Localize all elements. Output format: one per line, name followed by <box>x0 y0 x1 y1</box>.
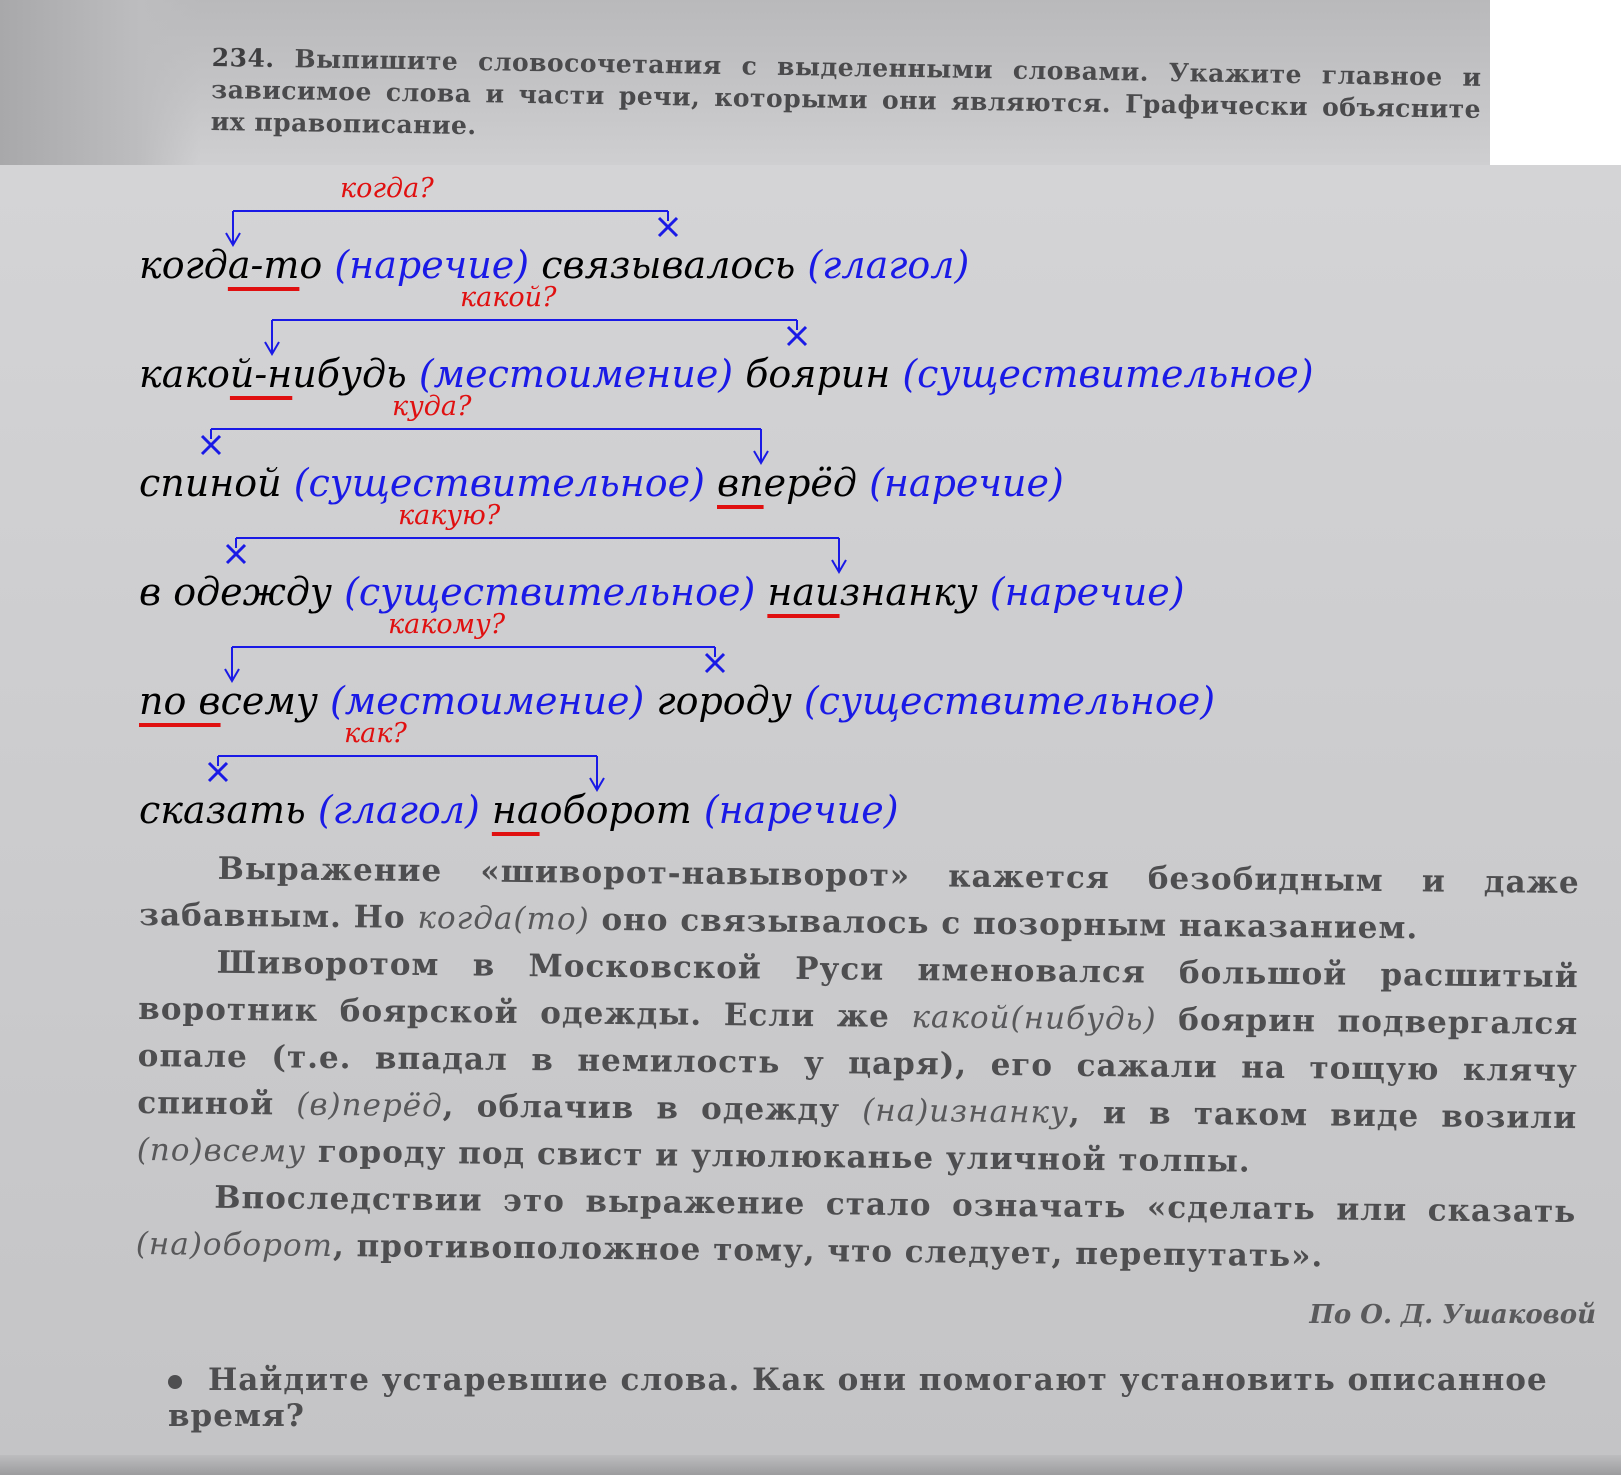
paragraph-3 <box>136 1174 1577 1283</box>
highlighted-word: какой(нибудь) <box>911 999 1157 1038</box>
word: знанку <box>839 570 990 614</box>
question-label: какому? <box>388 609 506 640</box>
paragraph-1 <box>139 845 1580 954</box>
part-of-speech: (существительное) <box>293 461 717 505</box>
text-fragment: , противоположное тому, что следует, перепутать». <box>332 1228 1324 1275</box>
text-fragment: оно связывалось с позорным наказанием. <box>589 901 1419 947</box>
text-fragment: городу под свист и улюлюканье уличной толпы. <box>305 1133 1251 1180</box>
dependency-arc <box>209 756 604 790</box>
word: в одежду <box>139 570 345 614</box>
word: связывалось <box>541 243 808 287</box>
word: спиной <box>139 461 294 505</box>
dependency-arc <box>227 538 846 572</box>
orthogram-underline: на <box>491 788 540 832</box>
dependency-arc <box>265 320 806 354</box>
paragraph-2 <box>137 939 1579 1189</box>
author-credit: По О. Д. Ушаковой <box>1309 1300 1596 1330</box>
part-of-speech: (наречие) <box>989 570 1185 614</box>
highlighted-word: (в)перёд <box>296 1086 443 1125</box>
part-of-speech: (местоимение) <box>406 352 746 396</box>
question-label: какой? <box>460 282 557 313</box>
word: ибудь <box>292 352 407 396</box>
text-fragment: , и в таком виде возили <box>1068 1094 1578 1137</box>
phrase-line <box>139 570 1185 614</box>
question-label: когда? <box>340 173 434 204</box>
highlighted-word: (на)оборот <box>135 1225 334 1265</box>
orthogram-underline: а-т <box>227 243 300 287</box>
main-text <box>136 845 1580 1283</box>
orthogram-underline: по в <box>139 679 221 723</box>
part-of-speech: (существительное) <box>902 352 1314 396</box>
question-label: как? <box>344 718 407 749</box>
dependency-arc <box>202 429 768 463</box>
part-of-speech: (глагол) <box>317 788 492 832</box>
phrase-line <box>139 461 1064 505</box>
text-fragment: Выражение «шиворот-навыворот» кажется безобидным и даже забавным. Но <box>139 850 1580 936</box>
exercise-number: 234. <box>211 42 275 73</box>
word: когд <box>139 243 228 287</box>
question-text: Найдите устаревшие слова. Как они помогают установить описанное время? <box>168 1362 1548 1434</box>
question-label: какую? <box>398 500 501 531</box>
phrase-line <box>139 679 1215 723</box>
word: оборот <box>539 788 704 832</box>
part-of-speech: (существительное) <box>803 679 1216 723</box>
review-question <box>168 1362 1608 1434</box>
text-fragment: Шиворотом в Московской Руси именовался большой расшитый воротник боярской одежды. Если же <box>138 944 1579 1036</box>
text-fragment: боярин подвергался опале (т.е. впадал в немилость у царя), его сажали на тощую клячу спиной <box>137 1001 1579 1123</box>
page-bottom-edge <box>0 1455 1621 1475</box>
word: сему <box>220 679 330 723</box>
word: городу <box>656 679 804 723</box>
text-fragment: Впоследствии это выражение стало означать «сделать или сказать <box>214 1179 1577 1231</box>
highlighted-word: (на)изнанку <box>862 1092 1070 1131</box>
word: о <box>299 243 323 287</box>
phrase-line <box>139 352 1314 396</box>
word: ерёд <box>763 461 870 505</box>
word: боярин <box>745 352 903 396</box>
text-fragment: , облачив в одежду <box>442 1088 863 1129</box>
orthogram-underline: й-н <box>229 352 293 396</box>
word: како <box>139 352 230 396</box>
dependency-arc <box>225 647 724 681</box>
part-of-speech: (наречие) <box>869 461 1064 505</box>
part-of-speech: (наречие) <box>322 243 542 287</box>
highlighted-word: (по)всему <box>136 1131 307 1170</box>
bullet-icon <box>168 1375 182 1389</box>
question-label: куда? <box>392 391 472 422</box>
orthogram-underline: наи <box>767 570 840 614</box>
exercise-instruction: Выпишите словосочетания с выделенными словами. Укажите главное и зависимое слова и части речи, которыми они являются. Графически объясните их правописание. <box>210 44 1482 141</box>
part-of-speech: (наречие) <box>703 788 899 832</box>
highlighted-word: когда(то) <box>417 899 590 938</box>
part-of-speech: (существительное) <box>344 570 768 614</box>
dependency-arc <box>226 211 677 245</box>
phrase-line <box>139 788 899 832</box>
orthogram-underline: вп <box>717 461 764 505</box>
phrase-line <box>139 243 969 287</box>
word: сказать <box>139 788 318 832</box>
part-of-speech: (местоимение) <box>329 679 657 723</box>
part-of-speech: (глагол) <box>807 243 970 287</box>
